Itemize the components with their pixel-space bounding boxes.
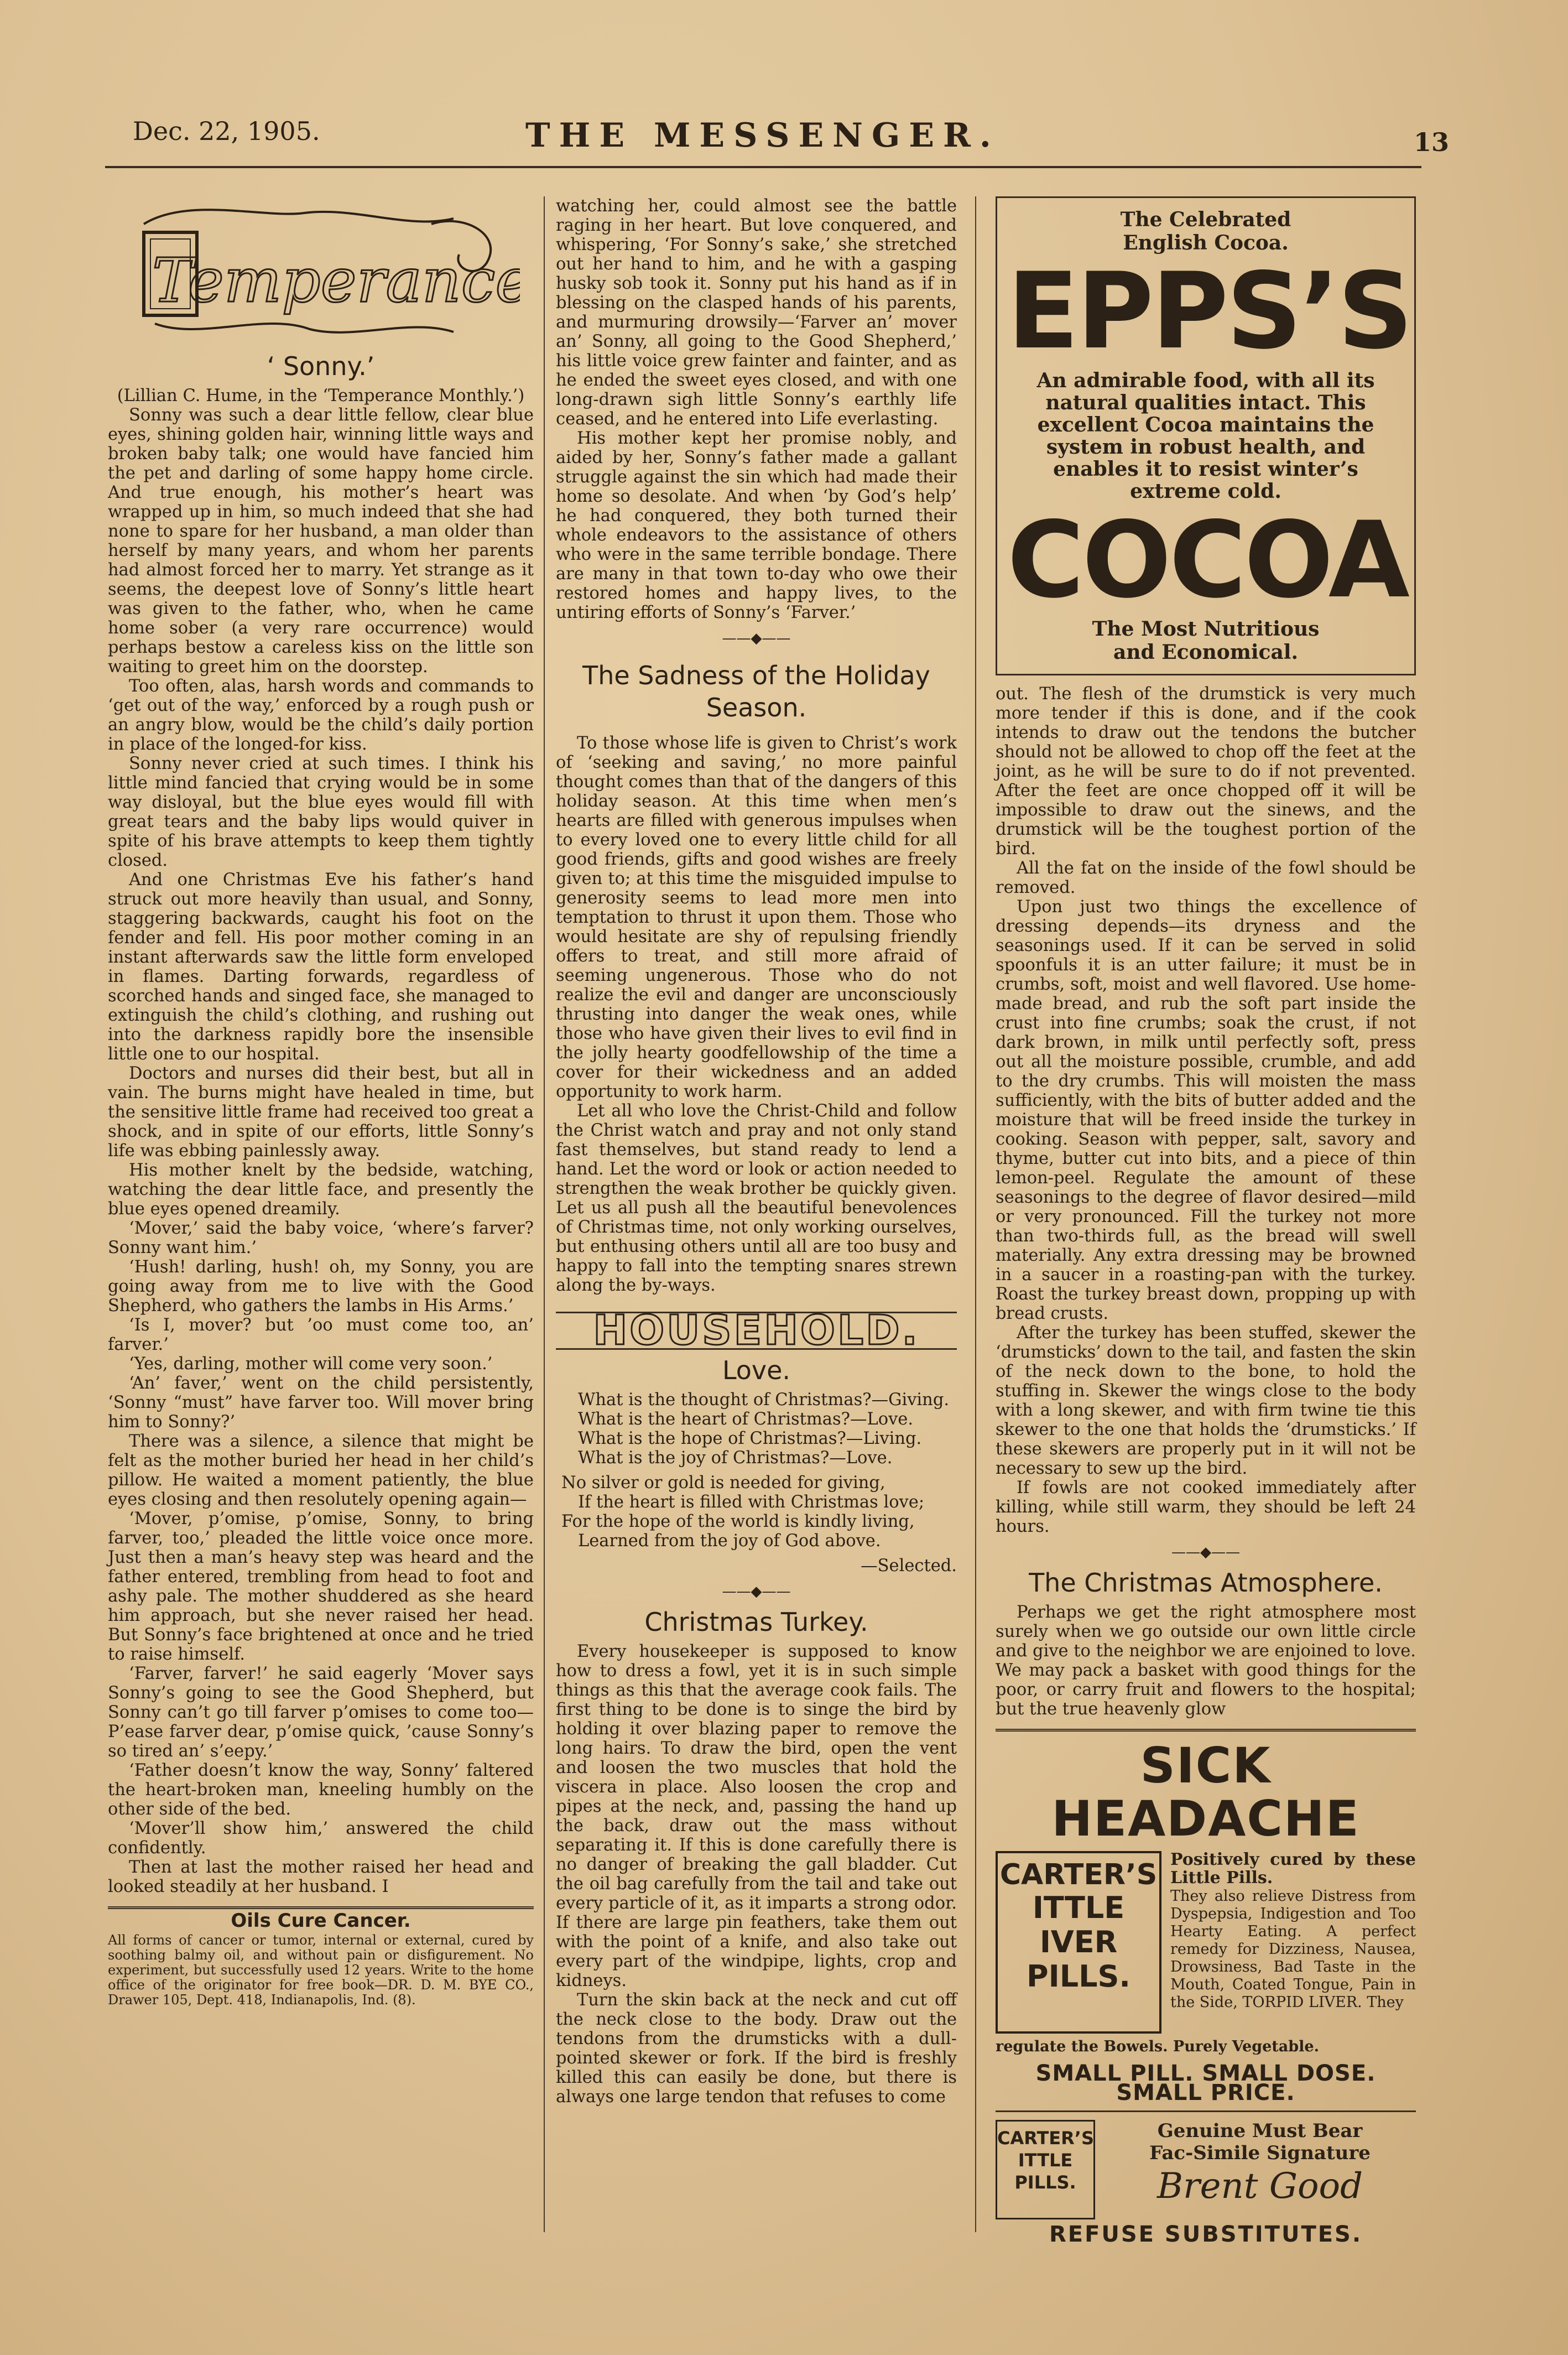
sadness-title: The Sadness of the Holiday Season. bbox=[582, 661, 930, 722]
temperance-banner-text: Temperance bbox=[152, 245, 520, 316]
sonny-paragraph: Then at last the mother raised her head and looked steadily at her husband. I bbox=[108, 1858, 534, 1896]
sonny-byline: (Lillian C. Hume, in the ‘Temperance Monthly.’) bbox=[117, 386, 525, 406]
turkey-paragraph: Turn the skin back at the neck and cut off the neck close to the body. Draw out the tendons from the drumsticks with a dull-pointed skewer or fork. If the bird is freshly killed this can easily be done, but there is always one large tendon that refuses to come bbox=[556, 1990, 957, 2107]
sonny-continued-paragraph: watching her, could almost see the battle raging in her heart. But love conquered, and whispering, ‘For Sonny’s sake,’ she stretched out her hand to him, and he with a gasping husky sob took it. Sonny put his hand as if in blessing on the clasped hands of his parents, and murmuring drowsily—‘Farver an’ mover an’ Sonny, all going to the Good Shepherd,’ his little voice grew fainter and fainter, and as he ended the sweet eyes closed, and with one long-drawn sigh little Sonny’s earthly life ceased, and he entered into Life everlasting. bbox=[556, 196, 957, 429]
epps-footer-1: The Most Nutritious bbox=[1092, 617, 1320, 641]
sonny-paragraph: ‘Mover’ll show him,’ answered the child confidently. bbox=[108, 1819, 534, 1858]
poem-line: For the hope of the world is kindly living, bbox=[561, 1512, 915, 1531]
sonny-paragraph: ‘An’ faver,’ went on the child persistently, ‘Sonny “must” have farver too. Will mover bring him to Sonny?’ bbox=[108, 1374, 534, 1432]
oils-ad-title: Oils Cure Cancer. bbox=[231, 1910, 411, 1932]
carters-signature-row bbox=[996, 2110, 1416, 2219]
carters-small-logo-name: CARTER’S bbox=[997, 2128, 1094, 2149]
temperance-section-art bbox=[122, 202, 520, 346]
carters-logo bbox=[996, 1851, 1161, 2034]
sadness-paragraph: Let all who love the Christ-Child and follow the Christ watch and pray and not only stand fast themselves, but stand ready to lend a hand. Let the word or look or action needed to strengthen the weak brother be quickly given. Let us all push all the beautiful benevolences of Christmas time, not only working ourselves, but enthusing others until all are too busy and happy to fall into the tempting snares strewn along the by-ways. bbox=[556, 1101, 957, 1295]
sadness-paragraph: To those whose life is given to Christ’s work of ‘seeking and saving,’ no more painful thought comes than that of the dangers of this holiday season. At this time when men’s hearts are filled with generous impulses when to every loved one to every little child for all good friends, gifts and good wishes are freely given to; at this time the misguided impulse to generosity seems to lead more men into temptation to thrust it upon them. Those who would hesitate are shy of repulsing friendly offers to treat, and still more afraid of seeming ungenerous. Those who do not realize the evil and danger are unconsciously thrusting into danger the weak ones, while those who have given their lives to evil find in the jolly hearty goodfellowship of the time a cover for their wickedness and an added opportunity to work harm. bbox=[556, 734, 957, 1101]
sonny-paragraph: Sonny was such a dear little fellow, clear blue eyes, shining golden hair, winning little ways and broken baby talk; one would have fancied him the pet and darling of some happy home circle. And true enough, his mother’s heart was wrapped up in him, so much indeed that she had none to spare for her husband, a man older than herself by many years, and whom her parents had almost forced her to marry. Yet strange as it seems, the deepest love of Sonny’s little heart was given to the father, who, when he came home sober (a very rare occurrence) would perhaps bestow a careless kiss on the little son waiting to greet him on the doorstep. bbox=[108, 406, 534, 677]
poem-line: What is the heart of Christmas?—Love. bbox=[578, 1410, 914, 1429]
sonny-paragraph: There was a silence, a silence that might be felt as the mother buried her head in her child’s pillow. He waited a moment patiently, the blue eyes closing and then resolutely opening again— bbox=[108, 1432, 534, 1509]
sonny-paragraph: ‘Mover,’ said the baby voice, ‘where’s farver? Sonny want him.’ bbox=[108, 1219, 534, 1257]
poem-line: What is the hope of Christmas?—Living. bbox=[578, 1429, 922, 1448]
carters-tagline: SMALL PILL. SMALL DOSE. SMALL PRICE. bbox=[1035, 2061, 1376, 2106]
epps-body: An admirable food, with all its natural qualities intact. This excellent Cocoa maintains the system in robust health, and enables it to resist winter’s extreme cold. bbox=[1036, 369, 1375, 503]
sonny-paragraph: Too often, alas, harsh words and commands to ‘get out of the way,’ enforced by a rough push or an angry blow, would be the child’s daily portion in place of the longed-for kiss. bbox=[108, 677, 534, 754]
love-poem-stanza-2 bbox=[556, 1473, 957, 1551]
page-number: 13 bbox=[1413, 127, 1449, 157]
atmosphere-paragraph: Perhaps we get the right atmosphere most surely when we go outside our own little circle and give to the neighbor we are enjoined to love. We may pack a basket with good things for the poor, or carry fruit and flowers to the hospital; but the true heavenly glow bbox=[996, 1603, 1416, 1719]
carters-regulate: regulate the Bowels. Purely Vegetable. bbox=[996, 2038, 1319, 2055]
love-title: Love. bbox=[722, 1355, 791, 1385]
epps-footer-2: and Economical. bbox=[1113, 641, 1298, 664]
refuse-substitutes: REFUSE SUBSTITUTES. bbox=[1049, 2222, 1363, 2247]
epps-product: COCOA bbox=[1007, 499, 1408, 621]
turkey-paragraph: out. The flesh of the drumstick is very much more tender if this is done, and if the cook intends to draw out the tendons the butcher should not be allowed to chop off the feet at the joint, as he will be sure to do if not prevented. After the feet are once chopped off it will be impossible to draw out the sinews, and the drumstick will be the toughest portion of the bird. bbox=[996, 684, 1416, 859]
temperance-banner-icon bbox=[122, 202, 520, 346]
sonny-paragraph: Doctors and nurses did their best, but all in vain. The burns might have healed in time, but the sensitive little frame had received too great a shock, and in spite of our efforts, little Sonny’s life was ebbing painlessly away. bbox=[108, 1064, 534, 1161]
column-3 bbox=[996, 196, 1416, 2247]
turkey-continued bbox=[996, 684, 1416, 1536]
column-divider-2 bbox=[975, 196, 976, 2232]
household-section-art: HOUSEHOLD. bbox=[556, 1312, 957, 1350]
carters-small-logo-pills: ITTLE bbox=[1018, 2150, 1073, 2171]
sonny-paragraph: ‘Mover, p’omise, p’omise, Sonny, to bring farver, too,’ pleaded the little voice once more. Just then a man’s heavy step was heard and the father entered, trembling from head to foot and ashy pale. The mother shuddered as she heard him approach, but she never raised her head. But Sonny’s face brightened at once and he tried to raise himself. bbox=[108, 1509, 534, 1664]
carters-small-logo bbox=[996, 2120, 1095, 2219]
carters-logo-pills: PILLS. bbox=[1027, 1959, 1131, 1994]
page-header bbox=[127, 105, 1449, 166]
turkey-paragraph: After the turkey has been stuffed, skewer the ‘drumsticks’ down to the tail, and fasten the skin of the neck down to the bone, to hold the stuffing in. Skewer the wings close to the body with a long skewer, and with firm twine tie this skewer to the one that holds the ‘drumsticks.’ If these skewers are properly put in it will not be necessary to sew up the bird. bbox=[996, 1323, 1416, 1478]
epps-line-2: English Cocoa. bbox=[1123, 231, 1289, 254]
carters-logo-pills: ITTLE bbox=[1032, 1890, 1125, 1925]
issue-date: Dec. 22, 1905. bbox=[133, 116, 320, 146]
carters-genuine-2: Fac-Simile Signature bbox=[1149, 2142, 1371, 2164]
column-1 bbox=[108, 196, 534, 2008]
masthead-title: THE MESSENGER. bbox=[525, 116, 1000, 155]
oils-ad-body: All forms of cancer or tumor, internal or external, cured by soothing balmy oil, and without pain or disfigurement. No experiment, but successfully used 12 years. Write to the home office of the originator for free book—DR. D. M. BYE CO., Drawer 105, Dept. 418, Indianapolis, Ind. (8). bbox=[108, 1932, 534, 2008]
carters-logo-name: CARTER’S bbox=[999, 1858, 1158, 1891]
carters-genuine-text bbox=[1104, 2120, 1416, 2219]
atmosphere-title: The Christmas Atmosphere. bbox=[1029, 1568, 1383, 1598]
love-poem-stanza-1 bbox=[556, 1390, 957, 1468]
carters-small-logo-pills: PILLS. bbox=[1014, 2172, 1076, 2193]
sonny-continued-paragraph: His mother kept her promise nobly, and aided by her, Sonny’s father made a gallant struggle against the sin which had made their home so desolate. And when ‘by God’s help’ he had conquered, they both turned their whole endeavors to the assistance of others who were in the same terrible bondage. There are many in that town to-day who owe their restored homes and happy lives, to the untiring efforts of Sonny’s ‘Farver.’ bbox=[556, 429, 957, 622]
divider-flourish-icon: ——◆—— bbox=[722, 630, 791, 647]
sick-headache-headline: SICK HEADACHE bbox=[1051, 1737, 1360, 1847]
oils-cure-cancer-ad bbox=[108, 1906, 534, 2008]
sonny-paragraph: ‘Yes, darling, mother will come very soon.’ bbox=[129, 1354, 493, 1374]
poem-line: If the heart is filled with Christmas love; bbox=[578, 1493, 925, 1512]
carters-pills-ad bbox=[996, 1729, 1416, 2247]
carters-logo-pills: IVER bbox=[1039, 1925, 1118, 1959]
header-rule bbox=[105, 166, 1421, 168]
poem-line: What is the joy of Christmas?—Love. bbox=[578, 1448, 893, 1468]
carters-signature: Brent Good bbox=[1157, 2166, 1363, 2207]
epps-brand: EPPS’S bbox=[1007, 250, 1411, 372]
turkey-paragraph: All the fat on the inside of the fowl should be removed. bbox=[996, 859, 1416, 897]
carters-ad-body: They also relieve Distress from Dyspepsia, Indigestion and Too Hearty Eating. A perfect remedy for Dizziness, Nausea, Drowsiness, Bad Taste in the Mouth, Coated Tongue, Pain in the Side, TORPID LIVER. They bbox=[1170, 1888, 1416, 2011]
carters-ad-bold: Positively cured by these Little Pills. bbox=[1170, 1850, 1416, 1888]
carters-ad-body-row bbox=[996, 1851, 1416, 2034]
sonny-paragraph: ‘Is I, mover? but ’oo must come too, an’ farver.’ bbox=[108, 1316, 534, 1354]
poem-credit: —Selected. bbox=[861, 1556, 957, 1576]
sonny-paragraph: And one Christmas Eve his father’s hand struck out more heavily than usual, and Sonny, staggering backwards, caught his foot on the fender and fell. His poor mother coming in an instant afterwards saw the little form enveloped in flames. Darting forwards, regardless of scorched hands and singed face, she managed to extinguish the child’s clothing, and rushing out into the darkness rapidly bore the insensible little one to our hospital. bbox=[108, 870, 534, 1064]
sonny-paragraph: Sonny never cried at such times. I think his little mind fancied that crying would be in some way disloyal, but the blue eyes would fill with great tears and the baby lips would quiver in spite of his brave attempts to keep them tightly closed. bbox=[108, 754, 534, 870]
poem-line: No silver or gold is needed for giving, bbox=[561, 1473, 885, 1493]
sonny-paragraph: His mother knelt by the bedside, watching, watching the dear little face, and presently the blue eyes opened dreamily. bbox=[108, 1161, 534, 1219]
column-divider-1 bbox=[544, 196, 545, 2232]
epps-cocoa-ad bbox=[996, 196, 1416, 675]
epps-line-1: The Celebrated bbox=[1120, 208, 1291, 231]
turkey-title: Christmas Turkey. bbox=[644, 1607, 868, 1637]
divider-flourish-icon: ——◆—— bbox=[722, 1583, 791, 1600]
turkey-paragraph: Every housekeeper is supposed to know how to dress a fowl, yet it is in such simple things as this that the average cook fails. The first thing to be done is to singe the bird by holding it over blazing paper to remove the long hairs. To draw the bird, open the vent and loosen the two muscles that hold the viscera in place. Also loosen the crop and pipes at the neck, and, passing the hand up the back, draw out the mass without separating it. If this is done carefully there is no danger of breaking the gall bladder. Cut the oil bag carefully from the tail and take out every particle of it, as it imparts a strong odor. If there are large pin feathers, take them out with the point of a knife, and also take out every part of the windpipe, lights, crop and kidneys. bbox=[556, 1642, 957, 1990]
turkey-paragraph: Upon just two things the excellence of dressing depends—its dryness and the seasonings used. If it can be served in solid spoonfuls it is an utter failure; it must be in crumbs, soft, moist and well flavored. Use home-made bread, and rub the soft part inside the crust into fine crumbs; soak the crust, if not dark brown, in milk until perfectly soft, press out all the moisture possible, crumble, and add to the dry crumbs. This will moisten the mass sufficiently, with the bits of butter added and the moisture that will be freed inside the turkey in cooking. Season with pepper, salt, savory and thyme, butter cut into bits, and a piece of thin lemon-peel. Regulate the amount of these seasonings to the degree of flavor desired—mild or very pronounced. Fill the turkey not more than two-thirds full, as the bread will swell materially. Any extra dressing may be browned in a saucer in a roasting-pan with the turkey. Roast the turkey breast down, propping up with bread crusts. bbox=[996, 897, 1416, 1323]
carters-genuine-1: Genuine Must Bear bbox=[1157, 2120, 1363, 2142]
poem-line: Learned from the joy of God above. bbox=[578, 1531, 881, 1551]
turkey-paragraph: If fowls are not cooked immediately after killing, while still warm, they should be left 24 hours. bbox=[996, 1478, 1416, 1536]
sonny-paragraph: ‘Farver, farver!’ he said eagerly ‘Mover says Sonny’s going to see the Good Shepherd, but Sonny can’t go till farver p’omises to come too—P’ease farver dear, p’omise quick, ’cause Sonny’s so tired an’ s’eepy.’ bbox=[108, 1664, 534, 1761]
sonny-title: ‘ Sonny.’ bbox=[267, 351, 375, 381]
poem-line: What is the thought of Christmas?—Giving. bbox=[578, 1390, 950, 1410]
divider-flourish-icon: ——◆—— bbox=[1171, 1544, 1240, 1561]
column-2 bbox=[556, 196, 957, 2107]
carters-ad-text bbox=[1170, 1851, 1416, 2034]
sonny-paragraph: ‘Hush! darling, hush! oh, my Sonny, you are going away from me to live with the Good Shepherd, who gathers the lambs in His Arms.’ bbox=[108, 1257, 534, 1316]
sonny-paragraph: ‘Father doesn’t know the way, Sonny’ faltered the heart-broken man, kneeling humbly on the other side of the bed. bbox=[108, 1761, 534, 1819]
